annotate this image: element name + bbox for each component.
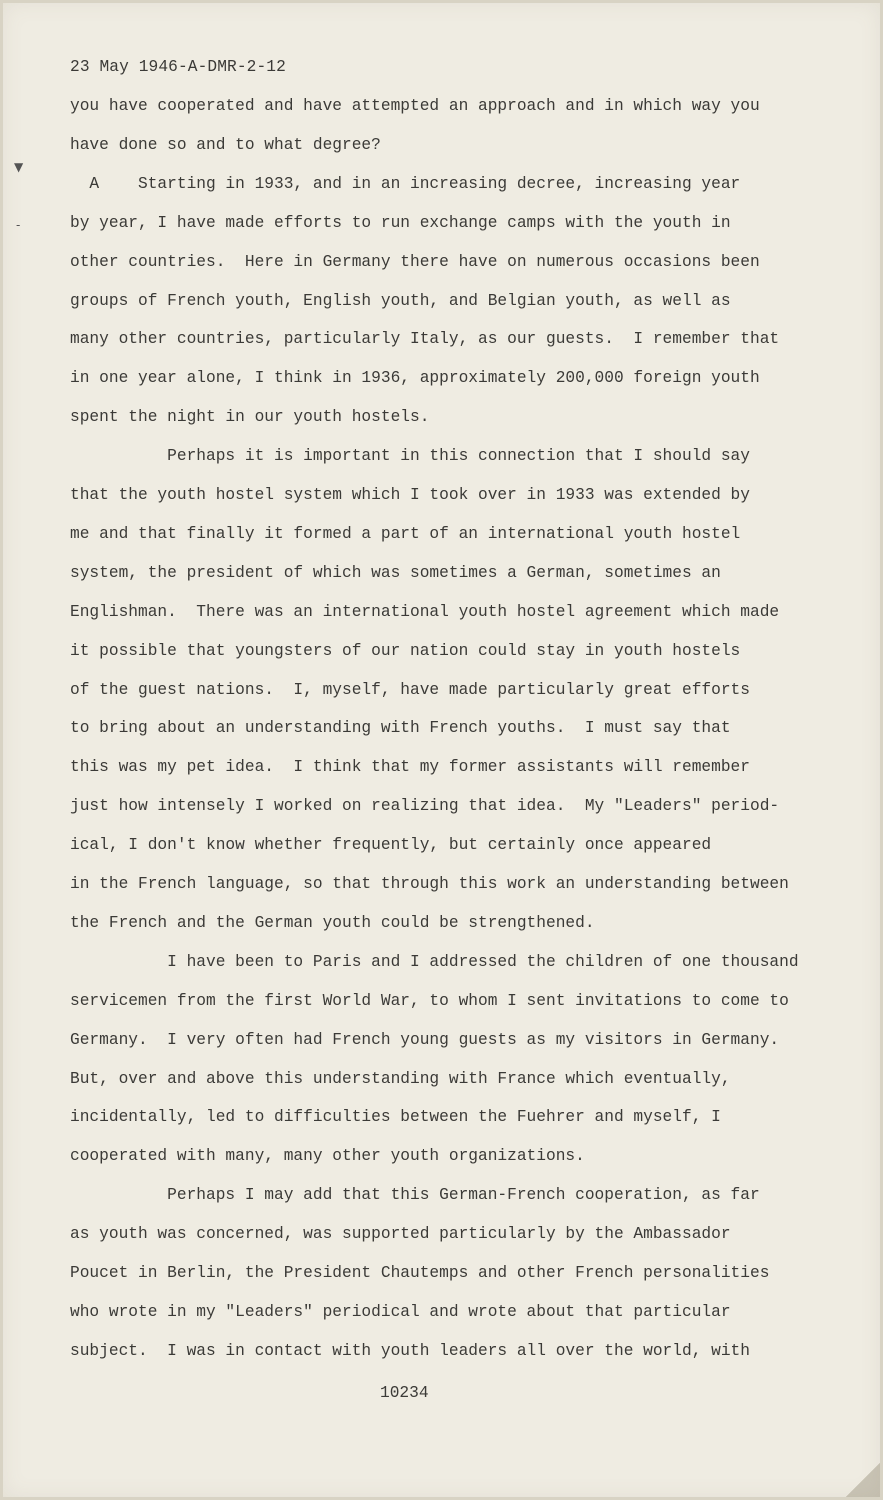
text-line: cooperated with many, many other youth organizations.: [70, 1147, 585, 1166]
text-line: you have cooperated and have attempted an approach and in which way you: [70, 97, 760, 115]
text-line: Englishman. There was an international youth hostel agreement which made: [70, 602, 780, 621]
text-line: of the guest nations. I, myself, have made particularly great efforts: [70, 680, 750, 699]
text-line: Germany. I very often had French young guests as my visitors in Germany.: [70, 1030, 780, 1049]
text-line: incidentally, led to difficulties between the Fuehrer and myself, I: [70, 1108, 721, 1127]
text-line: this was my pet idea. I think that my former assistants will remember: [70, 758, 750, 777]
text-line: spent the night in our youth hostels.: [70, 408, 430, 427]
text-line: who wrote in my "Leaders" periodical and wrote about that particular: [70, 1302, 731, 1321]
text-line: Perhaps I may add that this German-French cooperation, as far: [70, 1186, 760, 1205]
text-line: Perhaps it is important in this connection that I should say: [70, 447, 750, 466]
text-line: A Starting in 1933, and in an increasing decree, increasing year: [70, 174, 741, 193]
text-line: system, the president of which was sometimes a German, sometimes an: [70, 563, 721, 582]
text-line: have done so and to what degree?: [70, 135, 381, 154]
text-line: Poucet in Berlin, the President Chautemps and other French personalities: [70, 1264, 770, 1282]
text-line: But, over and above this understanding with France which eventually,: [70, 1069, 731, 1088]
corner-fold: [843, 1460, 883, 1500]
text-line: groups of French youth, English youth, and Belgian youth, as well as: [70, 291, 731, 310]
text-line: in one year alone, I think in 1936, approximately 200,000 foreign youth: [70, 369, 760, 388]
text-line: I have been to Paris and I addressed the children of one thousand: [70, 952, 799, 971]
text-line: ical, I don't know whether frequently, but certainly once appeared: [70, 836, 712, 855]
text-line: to bring about an understanding with French youths. I must say that: [70, 719, 731, 738]
document-header: 23 May 1946-A-DMR-2-12: [70, 58, 286, 76]
text-line: many other countries, particularly Italy, as our guests. I remember that: [70, 330, 780, 349]
text-line: that the youth hostel system which I took over in 1933 was extended by: [70, 486, 750, 504]
margin-mark: ▼: [14, 160, 24, 174]
text-line: the French and the German youth could be strengthened.: [70, 913, 595, 932]
text-line: as youth was concerned, was supported particularly by the Ambassador: [70, 1225, 731, 1244]
text-line: just how intensely I worked on realizing that idea. My "Leaders" period-: [70, 797, 780, 816]
text-line: me and that finally it formed a part of an international youth hostel: [70, 524, 741, 543]
text-line: it possible that youngsters of our nation could stay in youth hostels: [70, 641, 741, 660]
text-line: other countries. Here in Germany there have on numerous occasions been: [70, 252, 760, 271]
text-line: in the French language, so that through this work an understanding between: [70, 875, 789, 893]
margin-mark: -: [16, 218, 21, 232]
text-line: subject. I was in contact with youth leaders all over the world, with: [70, 1341, 750, 1360]
text-line: servicemen from the first World War, to whom I sent invitations to come to: [70, 991, 789, 1010]
text-line: by year, I have made efforts to run exchange camps with the youth in: [70, 213, 731, 232]
page-number: 10234: [380, 1384, 429, 1402]
